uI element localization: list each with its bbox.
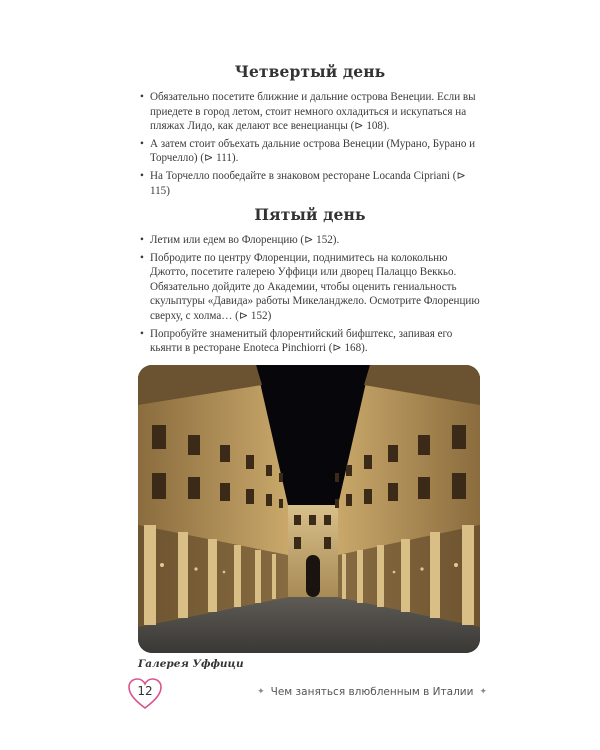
day-four-section <box>140 62 480 201</box>
day-four-heading: Четвертый день <box>234 62 386 81</box>
bullet: • <box>140 137 144 150</box>
day-five-list <box>140 233 480 356</box>
ornament-icon: ✦ <box>257 687 265 697</box>
list-item: • Обязательно посетите ближние и дальние острова Венеции. Если вы приедете в город летом, стоит немного охладиться и искупаться на пляжах Лидо, как делают все венецианцы (⊳ 108). <box>140 91 476 133</box>
running-title-text: Чем заняться влюбленным в Италии <box>270 686 474 698</box>
photo-illustration <box>138 365 480 653</box>
photo-caption: Галерея Уффици <box>138 658 244 670</box>
day-five-section <box>140 205 480 359</box>
page-number: 12 <box>137 684 153 698</box>
uffizi-gallery-photo <box>138 365 480 653</box>
bullet: • <box>140 169 144 182</box>
list-item: • Побродите по центру Флоренции, поднимитесь на колокольню Джотто, посетите галерею Уффици или дворец Палаццо Веккьо. Обязательно дойдите до Академии, чтобы оценить гениальность скульптуры «Давида» работы Микеланджело. Осмотрите Флоренцию сверху, с холма… (⊳ 152) <box>140 251 480 322</box>
list-item: • Летим или едем во Флоренцию (⊳ 152). <box>140 234 340 246</box>
day-four-list <box>140 90 480 198</box>
bullet: • <box>140 251 144 264</box>
ornament-icon: ✦ <box>479 687 487 697</box>
bullet: • <box>140 234 144 246</box>
bullet: • <box>140 91 144 103</box>
bullet: • <box>140 327 144 340</box>
running-title <box>257 686 487 698</box>
list-item: • На Торчелло пообедайте в знаковом ресторане Locanda Cipriani (⊳ 115) <box>140 169 466 197</box>
list-item: • А затем стоит объехать дальние острова Венеции (Мурано, Бурано и Торчелло) (⊳ 111). <box>140 137 476 165</box>
list-item: • Попробуйте знаменитый флорентийский бифштекс, запивая его кьянти в ресторане Enoteca Pinchiorri (⊳ 168). <box>140 327 453 355</box>
day-five-heading: Пятый день <box>254 205 366 224</box>
